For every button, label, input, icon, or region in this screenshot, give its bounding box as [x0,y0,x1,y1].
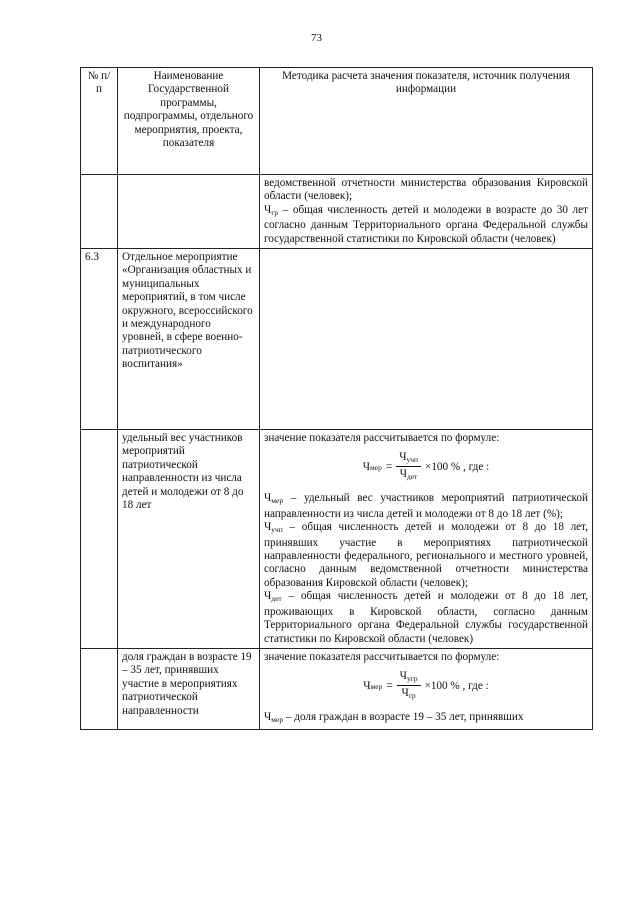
header-method: Методика расчета значения показателя, источник получения информации [260,68,593,175]
page-number: 73 [311,32,322,44]
table-row-continuation [81,175,593,249]
symbol-sub: гр [271,207,279,217]
ind1-fraction: $\frac{Ч_{учп}}{Ч_{дет}}$ [396,451,421,484]
ind1-def1: $Ч_{мер}$ – удельный вес участников мероприятий патриотической направленности из числа детей и молодежи от 8 до 18 лет (%); [264,492,588,520]
row-6-3-number: 6.3 [81,249,118,430]
ind1-def3: $Ч_{дет}$ – общая численность детей и молодежи от 8 до 18 лет, проживающих в Кировской области, согласно данным Территориального органа Федеральной службы государственной статистики по Кировской области (человек) [264,590,588,645]
table-row-indicator-2 [81,648,593,729]
ind1-formula: Ч мер = $\frac{Ч_{учп}}{Ч_{дет}}$ ×100 % , где : [264,451,588,484]
table-row-6-3 [81,249,593,430]
ind2-intro: значение показателя рассчитывается по формуле: [264,650,500,663]
cont-text1: ведомственной отчетности министерства образования Кировской области (человек); [264,177,588,203]
header-name: Наименование Государственной программы, подпрограммы, отдельного мероприятия, проекта, показателя [118,68,260,175]
cont-method-cell [260,175,593,249]
cont-name-cell [118,175,260,249]
ind2-formula: Ч мер = $\frac{Ч_{угр}}{Ч_{гр}}$ ×100 % , где : [264,670,588,703]
row-6-3-method [260,249,593,430]
cont-number-cell [81,175,118,249]
ind1-method [260,430,593,649]
ind1-def2: $Ч_{учп}$ – общая численность детей и молодежи от 8 до 18 лет, принявших участие в мероприятиях патриотической направленности федерального, регионального и местного уровней, согласно данным ведомственной отчетности министерства образования Кировской области (человек); [264,521,588,589]
ind2-def1: $Ч_{мер}$ – доля граждан в возрасте 19 – 35 лет, принявших [264,711,524,725]
header-number: № п/п [81,68,118,175]
cont-text2: – общая численность детей и молодежи в возрасте до 30 лет согласно данным Территориального органа Федеральной службы государственной статистики по Кировской области (человек) [264,203,588,245]
ind2-number [81,648,118,729]
ind2-fraction: $\frac{Ч_{угр}}{Ч_{гр}}$ [397,670,421,703]
ind1-number [81,430,118,649]
symbol-ch: Ч [264,203,272,216]
ind1-name: удельный вес участников мероприятий патриотической направленности из числа детей и молодежи от 8 до 18 лет [118,430,260,649]
indicator-table [80,67,593,730]
table-row-indicator-1 [81,430,593,649]
ind2-method [260,648,593,729]
cont-def [264,204,588,246]
ind2-name: доля граждан в возрасте 19 – 35 лет, принявших участие в мероприятиях патриотической направленности [118,648,260,729]
ind1-intro: значение показателя рассчитывается по формуле: [264,432,500,445]
row-6-3-name: Отдельное мероприятие «Организация областных и муниципальных мероприятий, в том числе окружного, всероссийского и международного уровней, в сфере военно-патриотического воспитания» [118,249,260,430]
table-header-row [81,68,593,175]
